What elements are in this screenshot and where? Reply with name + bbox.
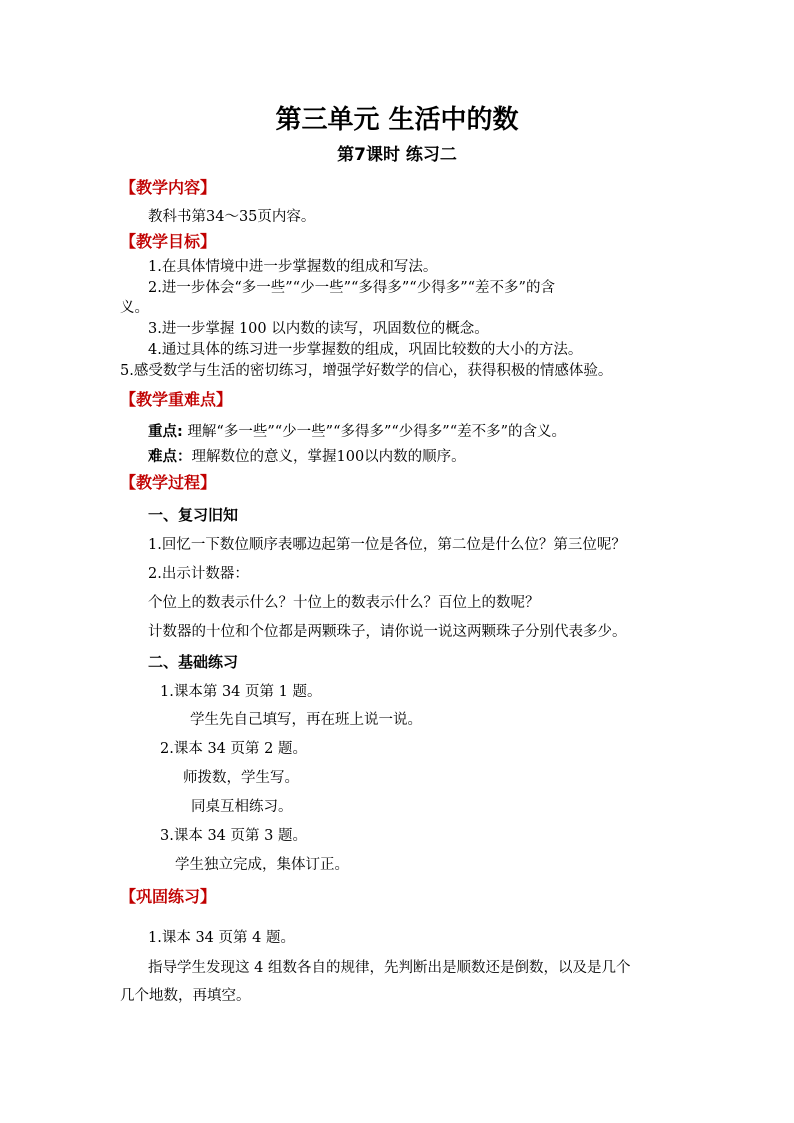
basic-1: 1.课本第 34 页第 1 题。: [160, 684, 322, 700]
difficult-point: [148, 447, 466, 467]
basic-title: 二、基础练习: [148, 653, 239, 671]
goal-4: 4.通过具体的练习进一步掌握数的组成，巩固比较数的大小的方法。: [148, 342, 583, 358]
section-heading-keypoints: 【教学重难点】: [120, 390, 233, 409]
goal-2: 2.进一步体会“多一些”“少一些”“多得多”“少得多”“差不多”的含: [148, 280, 555, 296]
section-heading-content: 【教学内容】: [120, 178, 217, 197]
consolidate-1: 1.课本 34 页第 4 题。: [148, 930, 295, 946]
goal-1: 1.在具体情境中进一步掌握数的组成和写法。: [148, 259, 438, 275]
basic-3a: 学生独立完成，集体订正。: [175, 857, 349, 873]
content-text: 教科书第34～35页内容。: [148, 209, 316, 225]
section-heading-goals: 【教学目标】: [120, 232, 217, 251]
review-4: 计数器的十位和个位都是两颗珠子，请你说一说这两颗珠子分别代表多少。: [148, 624, 627, 640]
difficult-point-text: 理解数位的意义，掌握100以内数的顺序。: [191, 449, 466, 465]
basic-2b: 同桌互相练习。: [191, 799, 293, 815]
review-2: 2.出示计数器：: [148, 566, 249, 582]
goal-5: 5.感受数学与生活的密切练习，增强学好数学的信心，获得积极的情感体验。: [120, 363, 613, 379]
consolidate-2-cont: 几个地数，再填空。: [120, 988, 251, 1004]
key-point: [148, 422, 566, 442]
review-3: 个位上的数表示什么？十位上的数表示什么？百位上的数呢？: [148, 595, 540, 611]
consolidate-2: 指导学生发现这 4 组数各自的规律，先判断出是顺数还是倒数，以及是几个: [148, 960, 631, 976]
review-1: 1.回忆一下数位顺序表哪边起第一位是各位，第二位是什么位？第三位呢？: [148, 537, 626, 553]
page-title: 第三单元 生活中的数: [275, 105, 519, 135]
key-point-label: 重点:: [148, 424, 183, 440]
key-point-text: 理解“多一些”“少一些”“多得多”“少得多”“差不多”的含义。: [182, 424, 567, 440]
basic-2: 2.课本 34 页第 2 题。: [160, 741, 307, 757]
goal-2-cont: 义。: [120, 300, 149, 316]
section-heading-consolidate: 【巩固练习】: [120, 887, 217, 906]
review-title: 一、复习旧知: [148, 506, 239, 524]
basic-2a: 师拨数，学生写。: [183, 770, 299, 786]
basic-1a: 学生先自己填写，再在班上说一说。: [190, 712, 422, 728]
goal-3: 3.进一步掌握 100 以内数的读写，巩固数位的概念。: [148, 321, 489, 337]
basic-3: 3.课本 34 页第 3 题。: [160, 828, 307, 844]
difficult-point-label: 难点：: [148, 449, 192, 465]
page-subtitle: 第7课时 练习二: [337, 145, 457, 165]
section-heading-process: 【教学过程】: [120, 473, 217, 492]
